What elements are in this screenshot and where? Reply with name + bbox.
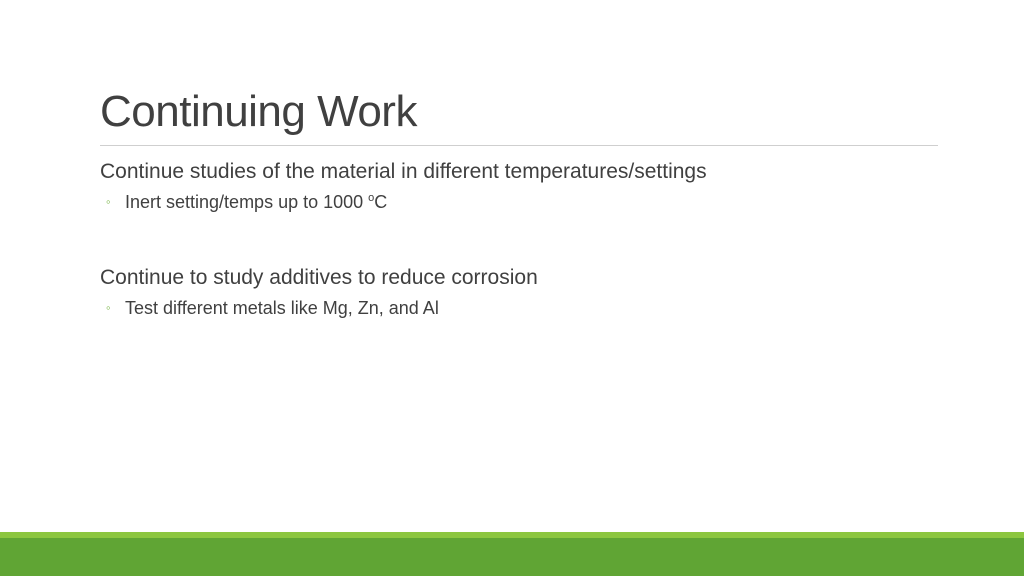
bullet-level1: Continue to study additives to reduce corrosion: [100, 266, 538, 289]
hollow-circle-bullet-icon: ◦: [106, 300, 111, 315]
bullet-text: Test different metals like Mg, Zn, and Al: [125, 298, 439, 318]
bullet-level1: Continue studies of the material in different temperatures/settings: [100, 160, 707, 183]
bullet-group-2: [100, 263, 940, 321]
footer-accent-bar: [0, 532, 1024, 576]
bullet-level2: [100, 295, 940, 321]
hollow-circle-bullet-icon: ◦: [106, 194, 111, 209]
bullet-group-1: [100, 157, 940, 215]
bullet-level2: [100, 189, 940, 215]
bullet-text: Inert setting/temps up to 1000: [125, 192, 369, 212]
footer-accent-band: [0, 538, 1024, 576]
superscript-degree: o: [368, 192, 375, 204]
bullet-text-unit: C: [374, 192, 388, 212]
title-divider: [100, 145, 938, 146]
slide-title: Continuing Work: [100, 87, 417, 136]
